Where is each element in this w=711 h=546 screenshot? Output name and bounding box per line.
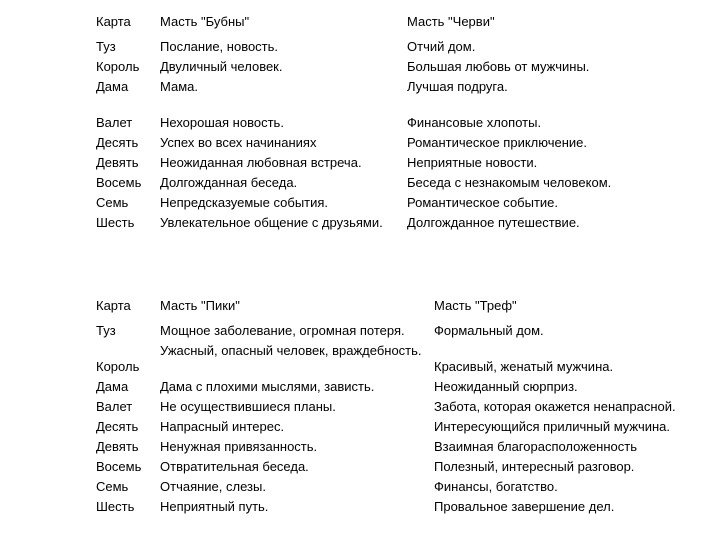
card-name: Десять bbox=[96, 135, 139, 150]
meaning-diamonds: Успех во всех начинаниях bbox=[160, 135, 317, 150]
meaning-hearts: Лучшая подруга. bbox=[407, 79, 508, 94]
meaning-clubs: Полезный, интересный разговор. bbox=[434, 459, 635, 474]
col-header-clubs: Масть "Треф" bbox=[434, 298, 517, 313]
meaning-clubs: Провальное завершение дел. bbox=[434, 499, 615, 514]
card-name: Шесть bbox=[96, 215, 135, 230]
card-name: Король bbox=[96, 359, 140, 374]
meaning-clubs: Формальный дом. bbox=[434, 323, 544, 338]
meaning-diamonds: Нехорошая новость. bbox=[160, 115, 284, 130]
meaning-spades: Не осуществившиеся планы. bbox=[160, 399, 336, 414]
meaning-hearts: Неприятные новости. bbox=[407, 155, 538, 170]
meaning-spades: Мощное заболевание, огромная потеря. bbox=[160, 323, 405, 338]
col-header-card: Карта bbox=[96, 14, 131, 29]
card-name: Шесть bbox=[96, 499, 135, 514]
col-header-diamonds: Масть "Бубны" bbox=[160, 14, 250, 29]
meaning-diamonds: Мама. bbox=[160, 79, 198, 94]
meaning-hearts: Большая любовь от мужчины. bbox=[407, 59, 590, 74]
meaning-clubs: Неожиданный сюрприз. bbox=[434, 379, 578, 394]
meaning-diamonds: Непредсказуемые события. bbox=[160, 195, 329, 210]
card-name: Дама bbox=[96, 379, 129, 394]
card-name: Валет bbox=[96, 115, 133, 130]
meaning-diamonds: Двуличный человек. bbox=[160, 59, 283, 74]
col-header-spades: Масть "Пики" bbox=[160, 298, 240, 313]
meaning-hearts: Романтическое событие. bbox=[407, 195, 559, 210]
meaning-hearts: Отчий дом. bbox=[407, 39, 476, 54]
meaning-spades: Отчаяние, слезы. bbox=[160, 479, 266, 494]
meaning-clubs: Финансы, богатство. bbox=[434, 479, 558, 494]
meaning-diamonds: Послание, новость. bbox=[160, 39, 279, 54]
card-name: Девять bbox=[96, 155, 139, 170]
col-header-card: Карта bbox=[96, 298, 131, 313]
meaning-diamonds: Увлекательное общение с друзьями. bbox=[160, 215, 383, 230]
meaning-clubs: Взаимная благорасположенность bbox=[434, 439, 637, 454]
card-name: Дама bbox=[96, 79, 129, 94]
meaning-spades: Неприятный путь. bbox=[160, 499, 269, 514]
meaning-spades: Напрасный интерес. bbox=[160, 419, 285, 434]
card-name: Король bbox=[96, 59, 140, 74]
card-name: Десять bbox=[96, 419, 139, 434]
card-name: Восемь bbox=[96, 175, 142, 190]
card-name: Восемь bbox=[96, 459, 142, 474]
card-name: Семь bbox=[96, 479, 129, 494]
col-header-hearts: Масть "Черви" bbox=[407, 14, 495, 29]
meaning-clubs: Забота, которая окажется ненапрасной. bbox=[434, 399, 676, 414]
meaning-hearts: Беседа с незнакомым человеком. bbox=[407, 175, 612, 190]
meaning-spades: Ужасный, опасный человек, враждебность. bbox=[160, 343, 422, 358]
meaning-hearts: Романтическое приключение. bbox=[407, 135, 588, 150]
meaning-hearts: Финансовые хлопоты. bbox=[407, 115, 542, 130]
card-name: Туз bbox=[96, 323, 116, 338]
meaning-spades: Ненужная привязанность. bbox=[160, 439, 318, 454]
card-name: Туз bbox=[96, 39, 116, 54]
meaning-spades: Отвратительная беседа. bbox=[160, 459, 309, 474]
meaning-diamonds: Долгожданная беседа. bbox=[160, 175, 298, 190]
card-name: Семь bbox=[96, 195, 129, 210]
card-name: Валет bbox=[96, 399, 133, 414]
meaning-hearts: Долгожданное путешествие. bbox=[407, 215, 580, 230]
card-name: Девять bbox=[96, 439, 139, 454]
meaning-clubs: Красивый, женатый мужчина. bbox=[434, 359, 614, 374]
meaning-spades: Дама с плохими мыслями, зависть. bbox=[160, 379, 375, 394]
meaning-clubs: Интересующийся приличный мужчина. bbox=[434, 419, 671, 434]
meaning-diamonds: Неожиданная любовная встреча. bbox=[160, 155, 362, 170]
